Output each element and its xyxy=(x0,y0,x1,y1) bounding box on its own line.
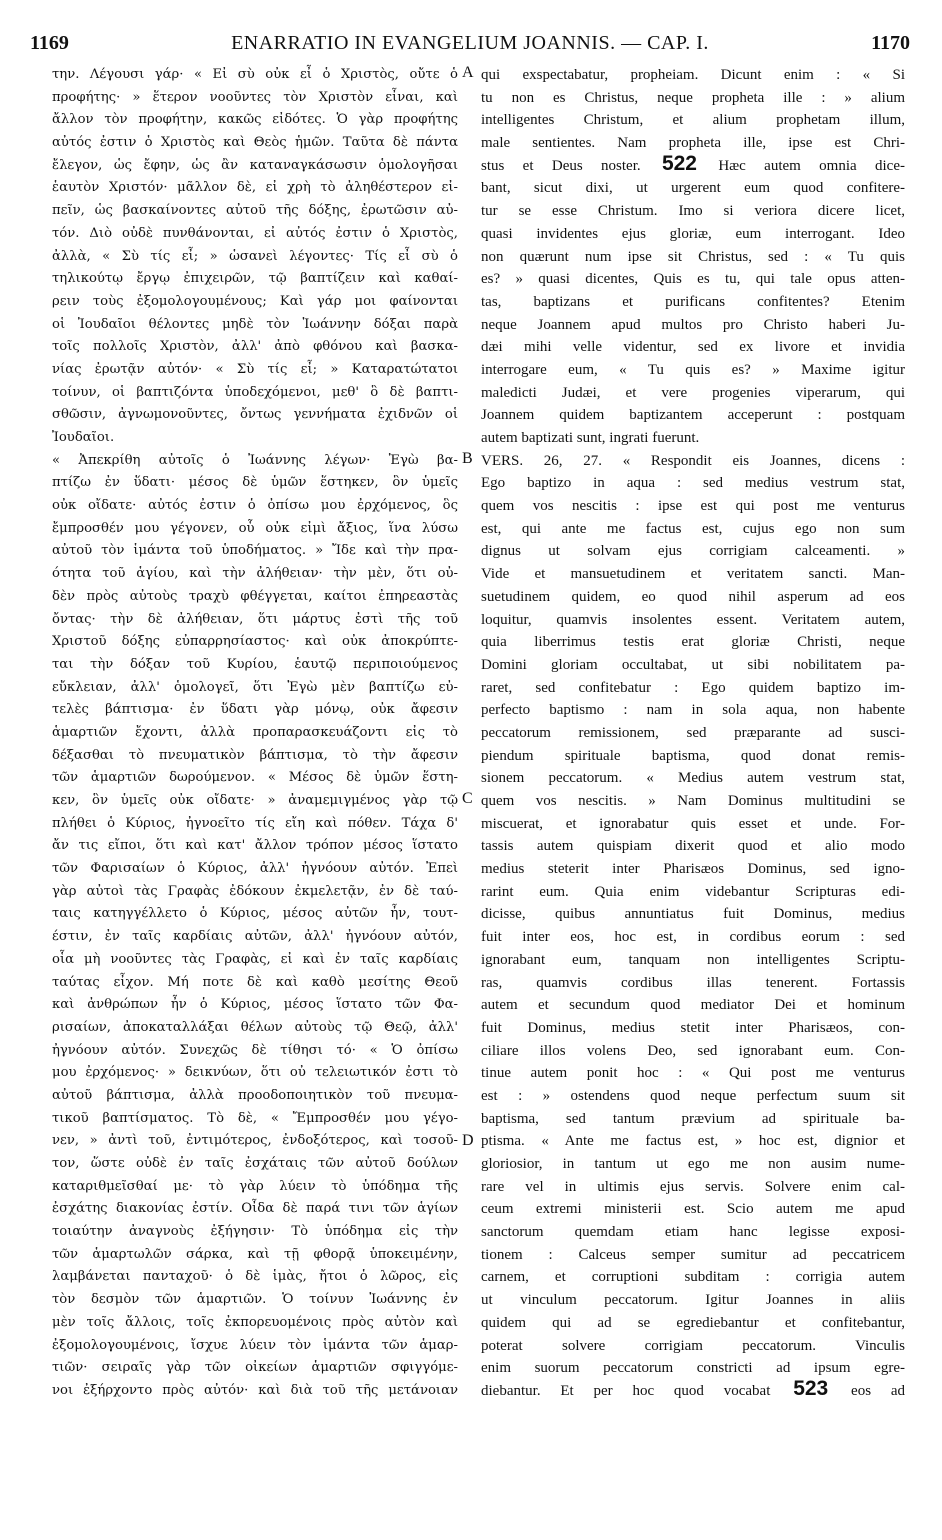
text-line: rarint eum. Quia enim videbantur Scripturas edi- xyxy=(481,883,905,900)
text-line: tu non es Christus, neque propheta ille : » alium xyxy=(481,89,905,106)
text-line: ἔμπροσθέν μου γέγονεν, οὗ οὐκ εἰμὶ ἄξιος, ἵνα λύσω xyxy=(52,520,458,536)
text-line: λαμβάνεται πανταχοῦ· ὁ δὲ ἱμὰς, ἤτοι ὁ λῶρος, εἰς xyxy=(52,1269,458,1285)
text-line: τοίνυν, οἱ βαπτιζόντα ὑποδεχόμενοι, μεθ' ὃ δὲ βαπτι- xyxy=(52,384,458,400)
text-line: est : » ostendens quod neque perfectum suum sit xyxy=(481,1087,905,1104)
text-line: gloriosior, in tantum ut ego me non ausim nume- xyxy=(481,1156,905,1172)
running-title: ENARRATIO IN EVANGELIUM JOANNIS. — CAP. I. xyxy=(231,32,709,54)
text-line: μου ἐρχόμενος· » δεικνύων, ὅτι οὐ τελειωτικόν ἐστι τὸ xyxy=(52,1065,458,1081)
text-line: dæi mihi velle videntur, sed ex livore et invidia xyxy=(481,339,905,356)
text-line: δέξασθαι τὸ πνευματικὸν βάπτισμα, τὸ τὴν ἄφεσιν xyxy=(52,747,458,763)
text-line: interrogare eum, « Tu quis es? » Maxime igitur xyxy=(481,361,905,378)
text-line: piendum spirituale baptisma, quod donat remis- xyxy=(481,747,905,764)
text-line: ἁμαρτιῶν ἔχοντι, ἀλλὰ προπαρασκευάζοντι εἰς τὸ xyxy=(52,724,458,740)
text-line: τὸν δεσμὸν τῶν ἁμαρτιῶν. Ὁ τοίνυν Ἰωάννης ἐν xyxy=(52,1292,458,1308)
text-line: medius steterit inter Pharisæos Dominus, sed igno- xyxy=(481,861,905,878)
text-line: diebantur. Et per hoc quod vocabat 523 eos ad xyxy=(481,1379,905,1400)
text-line: autem baptizati sunt, ingrati fuerunt. xyxy=(481,430,700,446)
text-line: ut vinculum peccatorum. Igitur Joannes in aliis xyxy=(481,1292,905,1309)
text-line: ras, quamvis cordibus illas tenerent. Fortassis xyxy=(481,974,905,991)
text-line: ρειν τοὺς ἐξομολογουμένους; Καὶ γάρ μοι φαίνονται xyxy=(52,293,458,309)
text-line: Domini gloriam occultabat, ut sibi nobilitatem pa- xyxy=(481,656,905,673)
text-line: αὐτός ἐστιν ὁ Χριστὸς καὶ Θεὸς ἡμῶν. Ταῦτα δὲ πάντα xyxy=(52,135,458,151)
text-line: intelligentes Christum, et alium prophetam illum, xyxy=(481,112,905,129)
text-line: κεν, ὃν ὑμεῖς οὐκ οἴδατε· » ἀναμεμιγμένος γὰρ τῷ xyxy=(52,793,458,808)
text-line: τον, ὥστε οὐδὲ ἐν ταῖς ἐσχάταις τῶν αὐτοῦ δούλων xyxy=(52,1156,458,1171)
text-line: οὐκ οἴδατε· αὐτός ἐστιν ὁ ὀπίσω μου ἐρχόμενος, ὃς xyxy=(52,498,458,514)
text-line: tionem : Calceus semper sumitur ad peccatricem xyxy=(481,1246,905,1263)
text-line: ceum extremi ministerii est. Scio autem me apud xyxy=(481,1201,905,1218)
text-line: ἄλλον τὸν προφήτην, κακῶς εἰδότες. Ὁ γὰρ προφήτης xyxy=(52,112,458,128)
text-line: την. Λέγουσι γάρ· « Εἰ σὺ οὐκ εἶ ὁ Χριστὸς, οὔτε ὁ xyxy=(52,67,458,82)
text-line: sionem peccatorum. « Medius autem vestrum stat, xyxy=(481,770,905,787)
text-line: miscuerat, et ignorabatur quis esset et unde. For- xyxy=(481,815,905,832)
text-line: έστιν, ἐν ταῖς καρδίαις αὐτῶν, ἀλλ' ἠγνόουν αὐτόν, xyxy=(52,929,458,945)
text-line: ἄν τις εἴποι, ὅτι καὶ κατ' ἄλλον τρόπον μέσος ἵστατο xyxy=(52,838,458,854)
text-line: ἔλεγον, ὡς ἔφην, ὡς ἂν καταναγκάσωσιν ὁμολογῆσαι xyxy=(52,157,458,173)
text-line: τῶν ἁμαρτιῶν δωρούμενον. « Μέσος δὲ ὑμῶν ἕστη- xyxy=(52,770,458,786)
text-line: est, qui ante me factus est, cujus ego non sum xyxy=(481,520,905,537)
text-line: qui exspectabatur, propheiam. Dicunt enim : « Si xyxy=(481,67,905,83)
text-line: ἀλλὰ, « Σὺ τίς εἶ; » ὡσανεὶ λέγοντες· Τίς εἶ σὺ ὁ xyxy=(52,248,458,264)
text-line: carnem, et corruptioni subditam : corrigia autem xyxy=(481,1269,905,1286)
text-line: non quærunt num ipse sit Christus, sed : « Tu quis xyxy=(481,248,905,265)
latin-column xyxy=(481,64,905,1403)
text-line: raret, sed confitebatur : Ego quidem baptizo im- xyxy=(481,679,905,696)
text-line: τηλικούτῳ ἔργῳ ἐπιχειρῶν, τῷ βαπτίζειν καὶ καθαί- xyxy=(52,271,458,287)
text-line: ταις κατηγγέλλετο ὁ Κύριος, μέσος αὐτῶν ἦν, τουτ- xyxy=(52,906,458,922)
text-line: τοῖς πολλοῖς Χριστὸν, ἀλλ' ἀπὸ φθόνου καὶ βασκα- xyxy=(52,339,458,355)
text-line: stus et Deus noster. 522 Hæc autem omnia dice- xyxy=(481,154,905,175)
text-line: εὔκλειαν, ἀλλ' ὁμολογεῖ, ὅτι Ἐγὼ μὲν βαπτίζω εὐ- xyxy=(52,679,458,695)
text-line: bant, sicut dixi, ut urgerent eum quod confitere- xyxy=(481,180,905,197)
text-line: τῶν Φαρισαίων ὁ Κύριος, ἀλλ' ἠγνόουν αὐτόν. Ἐπεὶ xyxy=(52,861,458,877)
text-line: quem vos nescitis. » Nam Dominus multitudini se xyxy=(481,793,905,809)
margin-marker-b: B xyxy=(462,450,473,467)
text-line: perfecto baptismo : nam in sola aqua, non habente xyxy=(481,702,905,719)
text-line: προφήτης· » ἕτερον νοοῦντες τὸν Χριστὸν εἶναι, καὶ xyxy=(52,89,458,105)
text-line: neque Joannem apud multos pro Christo haberi Ju- xyxy=(481,316,905,333)
text-line: πτίζω ἐν ὕδατι· μέσος δὲ ὑμῶν ἕστηκεν, ὃν ὑμεῖς xyxy=(52,475,458,491)
text-line: καὶ ἀνθρώπων ἦν ὁ Κύριος, μέσος ἵστατο τῶν Φα- xyxy=(52,997,458,1013)
text-line: τόν. Διὸ οὐδὲ πυνθάνονται, εἰ αὐτός ἐστιν ὁ Χριστὸς, xyxy=(52,225,458,241)
page-number-left: 1169 xyxy=(30,32,69,54)
text-line: quasi invidentes ejus gloriæ, eum interrogant. Ideo xyxy=(481,225,905,242)
margin-marker-c: C xyxy=(462,790,473,807)
text-line: maledicti Judæi, et vere progenies viperarum, qui xyxy=(481,384,905,401)
text-line: δὲν πρὸς αὐτοὺς τραχὺ φθέγγεται, καίτοι ἐπηρεαστὰς xyxy=(52,588,458,604)
text-line: αὐτοῦ βάπτισμα, ἀλλὰ προοδοποιητικὸν τοῦ πνευμα- xyxy=(52,1087,458,1103)
text-line: peccatorum remissionem, sed præparante ad susci- xyxy=(481,724,905,741)
page-header xyxy=(30,32,910,56)
text-line: τιῶν· σειραῖς γὰρ τῶν οἰκείων ἁμαρτιῶν σφιγγόμε- xyxy=(52,1360,458,1376)
text-line: ρισαίων, ἀποκαταλλάξαι θέλων αὐτοὺς τῷ Θεῷ, ἀλλ' xyxy=(52,1019,458,1035)
greek-column xyxy=(52,64,458,1403)
text-line: fuit Dominus, medius stetit inter Pharisæos, con- xyxy=(481,1019,905,1036)
text-line: quidem qui ad se egrediebantur et confitebantur, xyxy=(481,1314,905,1331)
text-line: τῶν ἁμαρτωλῶν σάρκα, καὶ τῇ φθορᾷ ὑποκειμένην, xyxy=(52,1246,458,1262)
text-line: quem vos nescitis : ipse est qui post me venturus xyxy=(481,498,905,515)
text-line: male sentientes. Nam propheta ille, ipse est Chri- xyxy=(481,135,905,152)
text-line: ciliare illos volens Deo, sed ignorabant eum. Con- xyxy=(481,1042,905,1059)
text-line: τοιαύτην ἀναγνοὺς ἐξήγησιν· Τὸ ὑπόδημα εἰς τὴν xyxy=(52,1224,458,1240)
text-line: ὄντας· τὴν δὲ ἀλήθειαν, ὅτι μάρτυς ἐστὶ τῆς τοῦ xyxy=(52,611,458,627)
text-line: loquitur, quamvis insolentes essent. Veritatem autem, xyxy=(481,611,905,628)
text-line: γὰρ αὐτοὶ τὰς Γραφὰς ἐδόκουν ἐκμελετᾷν, ἐν δὲ ταύ- xyxy=(52,883,458,899)
text-line: dicisse, quibus annuntiatus fuit Dominus, medius xyxy=(481,906,905,923)
text-line: VERS. 26, 27. « Respondit eis Joannes, dicens : xyxy=(481,452,905,469)
page-number-right: 1170 xyxy=(871,32,910,54)
text-line: tur se esse Christum. Imo si veriora dicere licet, xyxy=(481,203,905,220)
text-line: dignus ut solvam ejus corrigiam calceamenti. » xyxy=(481,543,905,560)
text-line: νίας ἐρωτᾷν αὐτόν· « Σὺ τίς εἶ; » Καταρατώτατοι xyxy=(52,361,458,377)
text-line: νοι ἐξήρχοντο πρὸς αὐτόν· καὶ διὰ τοῦ τῆς μετάνοιαν xyxy=(52,1382,458,1398)
text-line: ἑαυτὸν Χριστόν· μᾶλλον δὲ, εἰ χρὴ τὸ ἀληθέστερον εἰ- xyxy=(52,180,458,196)
text-line: ignorabant eum, tanquam non intelligentes Scriptu- xyxy=(481,951,905,968)
column-number: 522 xyxy=(661,154,697,175)
text-line: ἐξομολογουμένοις, ἴσχυε λύειν τὸν ἱμάντα τῶν ἁμαρ- xyxy=(52,1337,458,1353)
text-line: enim suorum peccatorum constricti ad ipsum egre- xyxy=(481,1360,905,1377)
text-line: fuit inter eos, hoc est, in cordibus eorum : sed xyxy=(481,929,905,946)
text-line: Ego baptizo in aqua : sed medius vestrum stat, xyxy=(481,475,905,492)
text-line: es? » quasi dicentes, Quis es tu, qui tale opus atten- xyxy=(481,271,905,288)
text-line: baptisma, sed tantum prævium ad spirituale ba- xyxy=(481,1110,905,1127)
text-line: ptisma. « Ante me factus est, » hoc est, dignior et xyxy=(481,1133,905,1150)
text-line: Ἰουδαῖοι. xyxy=(52,430,115,445)
text-line: ἠγνόουν αὐτόν. Συνεχῶς δὲ τίθησι τό· « Ὁ ὀπίσω xyxy=(52,1042,458,1058)
text-line: μὲν τοῖς ἄλλοις, τοῖς ἐκπορευομένοις πρὸς αὐτὸν καὶ xyxy=(52,1314,458,1330)
text-line: τικοῦ βαπτίσματος. Τὸ δὲ, « Ἔμπροσθέν μου γέγο- xyxy=(52,1110,458,1126)
text-line: πλήθει ὁ Κύριος, ἠγνοεῖτο τίς εἴη καὶ πόθεν. Τάχα δ' xyxy=(52,815,458,831)
text-line: τελὲς βάπτισμα· ἐν ὕδατι γὰρ μόνῳ, οὐκ ἄφεσιν xyxy=(52,702,458,718)
text-line: ἐσχάτης διακονίας ἐστίν. Οἶδα δὲ παρά τινι τῶν ἁγίων xyxy=(52,1201,458,1217)
text-line: tinue autem ponit hoc : « Qui post me venturus xyxy=(481,1065,905,1082)
text-line: πεῖν, ὡς βασκαίνοντες αὐτοῦ τῆς δόξης, ἐρωτῶσιν αὐ- xyxy=(52,203,458,219)
margin-marker-a: A xyxy=(462,64,474,81)
text-line: tas, baptizans et purificans confitentes? Etenim xyxy=(481,293,905,310)
text-line: αὐτοῦ τὸν ἱμάντα τοῦ ὑποδήματος. » Ἴδε καὶ τὴν πρα- xyxy=(52,543,458,559)
text-line: Joannem quidem baptizantem acceperunt : postquam xyxy=(481,407,905,424)
text-line: tassis autem quispiam dixerit quod et alio modo xyxy=(481,838,905,855)
text-line: καταριθμεῖσθαί με· τὸ γὰρ λύειν τὸ ὑπόδημα τῆς xyxy=(52,1178,458,1194)
text-line: rare vel in ultimis ejus servis. Solvere enim cal- xyxy=(481,1178,905,1195)
text-line: « Ἀπεκρίθη αὐτοῖς ὁ Ἰωάννης λέγων· Ἐγὼ βα- xyxy=(52,452,458,468)
text-line: poterat solvere corrigiam peccatorum. Vinculis xyxy=(481,1337,905,1354)
text-line: Vide et mansuetudinem et veritatem sancti. Man- xyxy=(481,566,905,583)
text-line: ότητα τοῦ ἁγίου, καὶ τὴν ἀλήθειαν· τὴν μὲν, ὅτι οὐ- xyxy=(52,566,458,582)
text-line: suetudinem quidem, eo quod nihil asperum ad eos xyxy=(481,588,905,605)
text-line: ταύτας εἶχον. Μή ποτε δὲ καὶ καθὸ μεσίτης Θεοῦ xyxy=(52,974,458,990)
text-line: autem et secundum quod mediator Dei et hominum xyxy=(481,997,905,1014)
margin-marker-d: D xyxy=(462,1132,474,1149)
text-line: Χριστοῦ δόξης εὐπαρρησίαστος· καὶ οὐκ ἀποκρύπτε- xyxy=(52,634,458,650)
column-number: 523 xyxy=(793,1379,829,1400)
text-line: sanctorum quemdam etiam hanc legisse exposi- xyxy=(481,1224,905,1241)
text-line: ται τὴν δόξαν τοῦ Κυρίου, ἑαυτῷ περιποιούμενος xyxy=(52,656,458,672)
text-line: σθῶσιν, ἀγνωμονοῦντες, ὄντως γεννήματα ἐχιδνῶν οἱ xyxy=(52,407,458,423)
text-line: νεν, » ἀντὶ τοῦ, ἐντιμότερος, ἐνδοξότερος, καὶ τοσοῦ- xyxy=(52,1133,458,1149)
text-line: οἷα μὴ νοοῦντες τὰς Γραφὰς, εἰ καὶ ἐν ταῖς καρδίαις xyxy=(52,951,458,967)
text-line: οἱ Ἰουδαῖοι θέλοντες μηδὲ τὸν Ἰωάννην δόξαι παρὰ xyxy=(52,316,458,332)
text-line: quia liberrimus testis erat gloriæ Christi, neque xyxy=(481,634,905,651)
